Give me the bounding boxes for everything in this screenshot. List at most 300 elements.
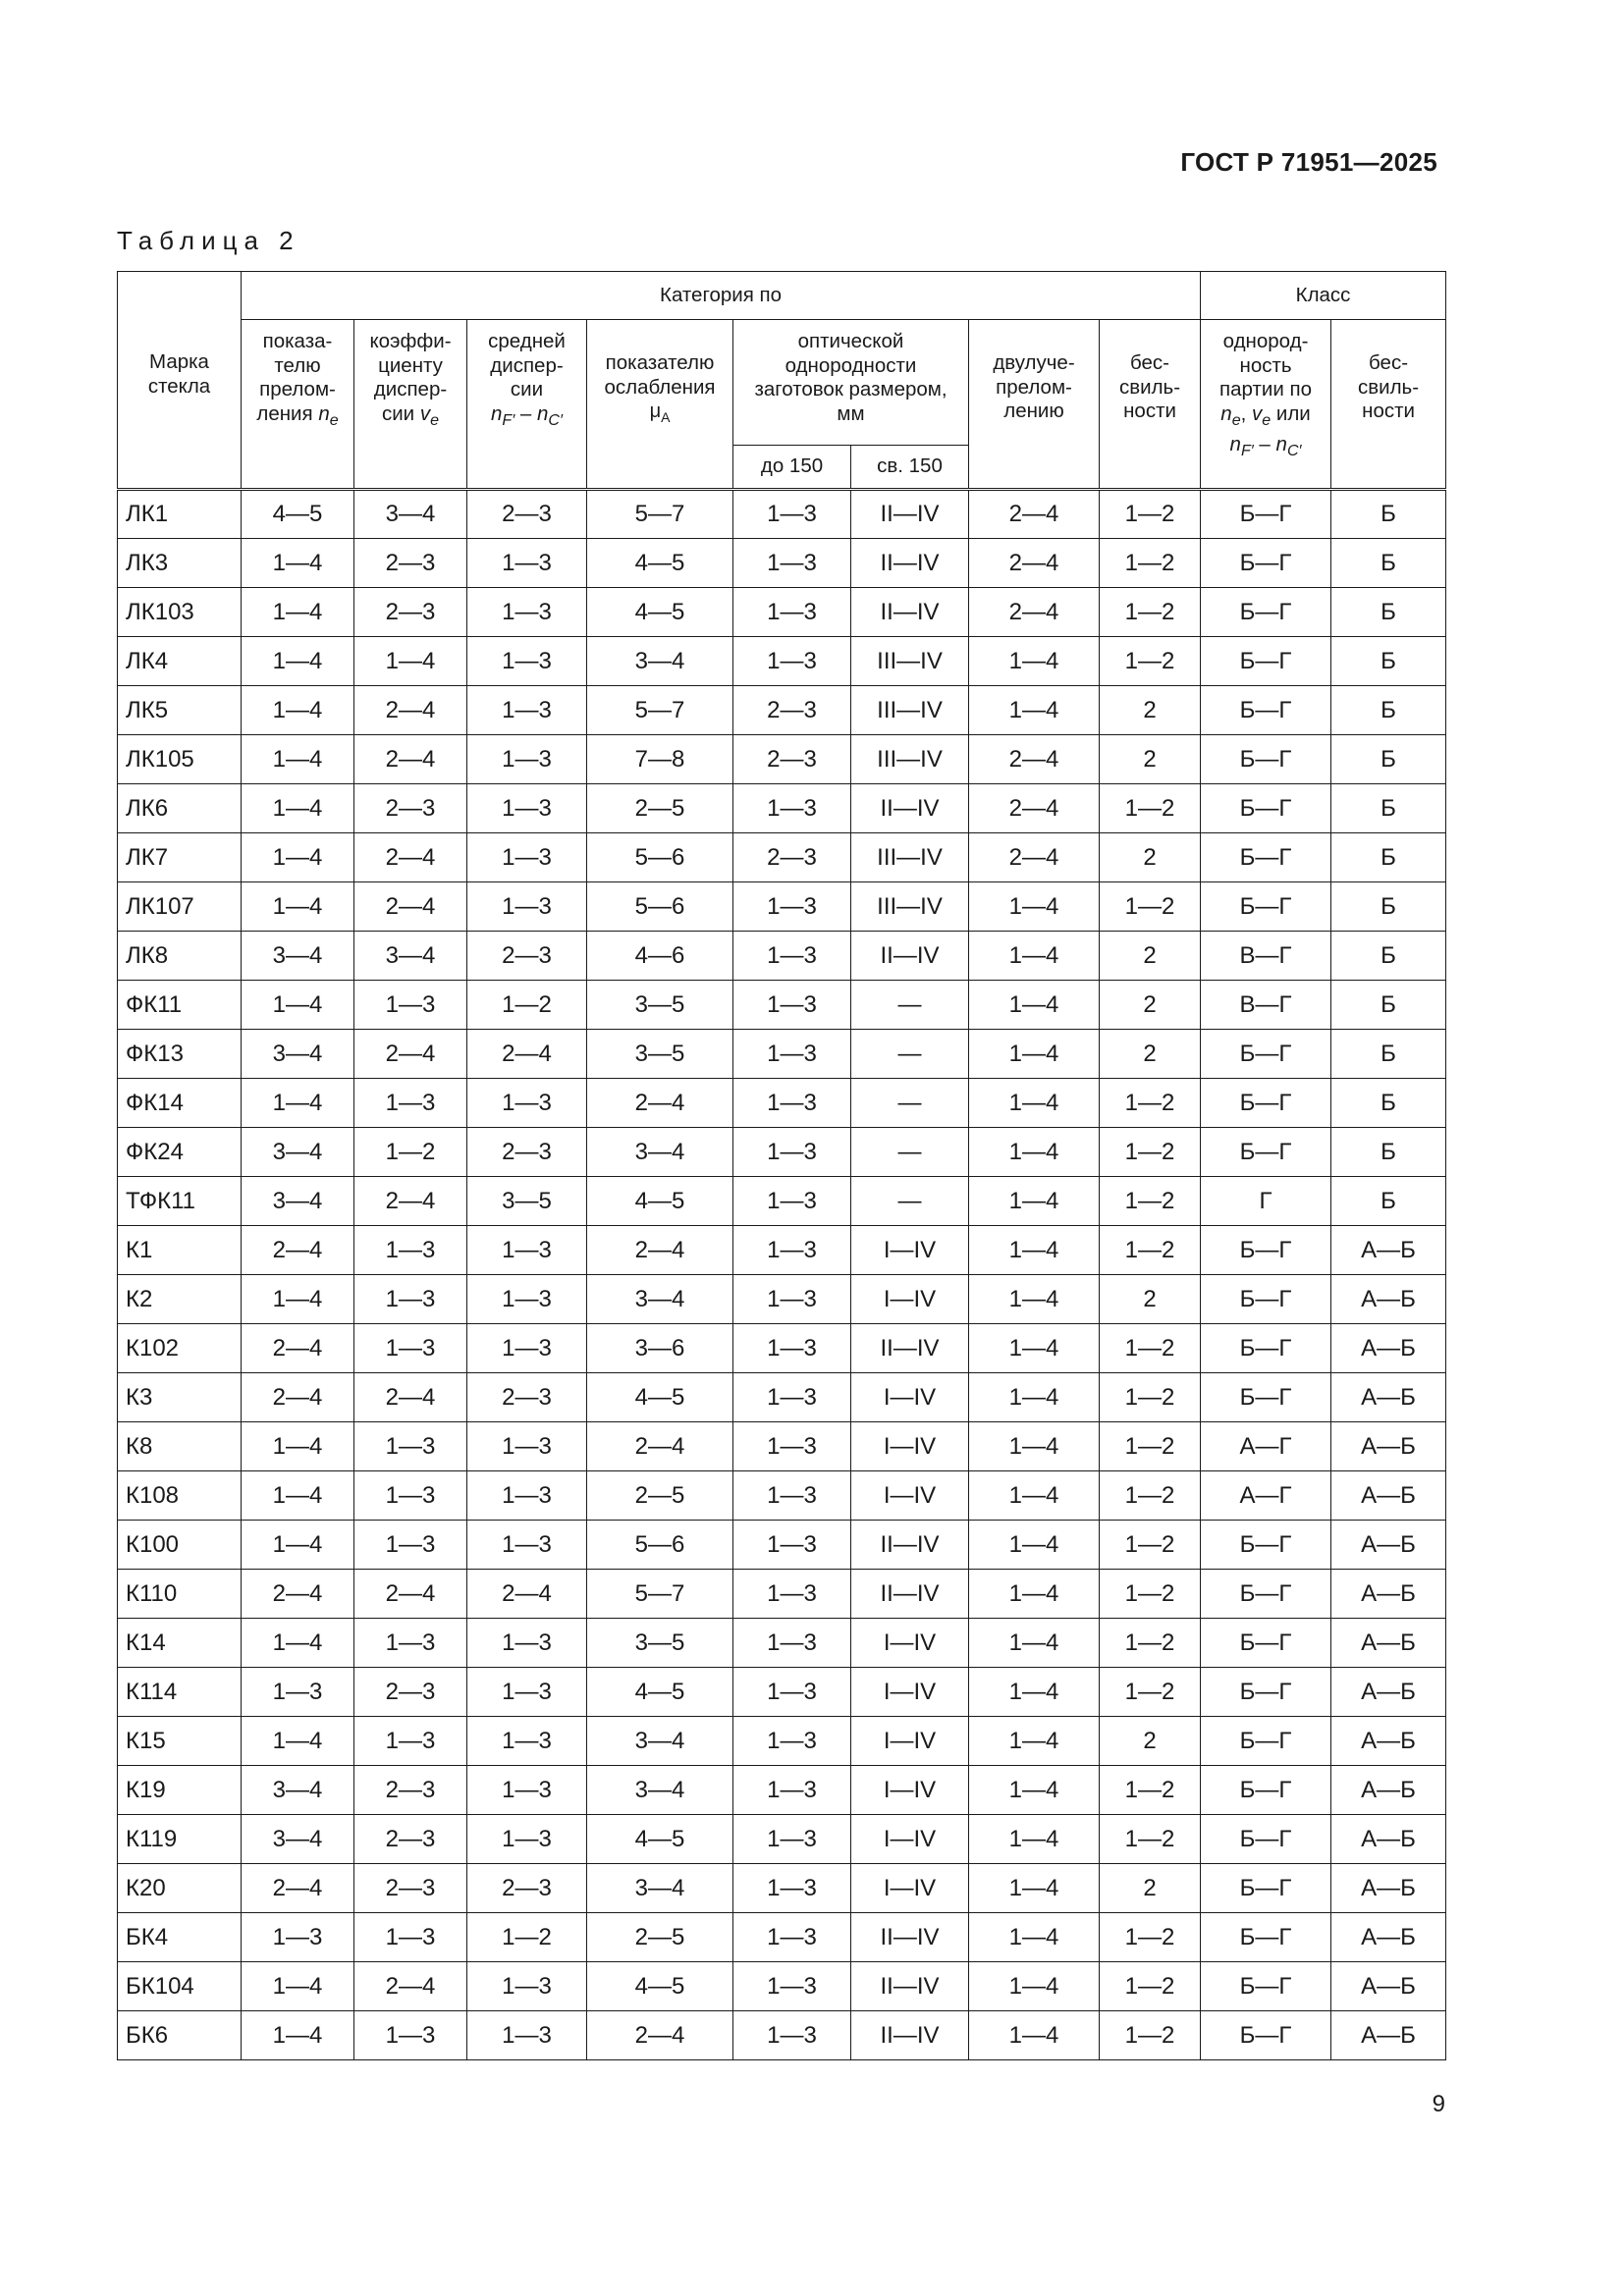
header-batch-homogeneity — [1201, 320, 1331, 490]
table-cell: 1—4 — [354, 637, 467, 686]
table-cell: I—IV — [851, 1815, 969, 1864]
table-cell: 1—2 — [467, 981, 587, 1030]
table-cell: 1—3 — [354, 1079, 467, 1128]
glass-mark-cell: К102 — [118, 1324, 242, 1373]
header-text: свиль- — [1358, 375, 1420, 399]
table-cell: 1—2 — [1100, 490, 1201, 539]
glass-mark-cell: ЛК8 — [118, 932, 242, 981]
table-cell: II—IV — [851, 1962, 969, 2011]
table-row — [118, 1030, 1446, 1079]
table-cell: 2 — [1100, 1864, 1201, 1913]
table-cell: II—IV — [851, 932, 969, 981]
table-cell: 1—3 — [467, 1815, 587, 1864]
table-cell: 2—4 — [587, 1079, 733, 1128]
table-cell: 1—4 — [969, 1275, 1100, 1324]
table-cell: II—IV — [851, 490, 969, 539]
table-cell: 1—4 — [969, 1422, 1100, 1471]
table-cell: 1—2 — [1100, 1521, 1201, 1570]
table-cell: 2—4 — [587, 1226, 733, 1275]
glass-mark-cell: ЛК105 — [118, 735, 242, 784]
table-row — [118, 735, 1446, 784]
table-cell: 1—3 — [733, 981, 851, 1030]
table-cell: Б — [1331, 1128, 1446, 1177]
table-cell: 2—3 — [354, 784, 467, 833]
table-cell: 2 — [1100, 686, 1201, 735]
header-text: показа- — [262, 330, 333, 352]
table-cell: 2—4 — [242, 1226, 354, 1275]
table-cell: 1—4 — [969, 1521, 1100, 1570]
table-cell: 1—2 — [1100, 1570, 1201, 1619]
header-text: , — [1240, 401, 1247, 425]
table-cell: 1—3 — [733, 1128, 851, 1177]
table-cell: А—Б — [1331, 1570, 1446, 1619]
table-cell: 1—3 — [467, 1275, 587, 1324]
header-symbol: n — [318, 401, 330, 425]
table-cell: 5—6 — [587, 1521, 733, 1570]
table-cell: А—Г — [1201, 1471, 1331, 1521]
table-row — [118, 1668, 1446, 1717]
table-cell: Б—Г — [1201, 1668, 1331, 1717]
table-cell: А—Г — [1201, 1422, 1331, 1471]
table-cell: 1—2 — [1100, 1226, 1201, 1275]
table-cell: 1—3 — [733, 2011, 851, 2060]
table-cell: I—IV — [851, 1717, 969, 1766]
table-cell: 7—8 — [587, 735, 733, 784]
table-cell: I—IV — [851, 1471, 969, 1521]
table-cell: 1—2 — [1100, 882, 1201, 932]
table-row — [118, 1521, 1446, 1570]
table-cell: Б—Г — [1201, 637, 1331, 686]
table-cell: 2 — [1100, 1275, 1201, 1324]
table-cell: 2—3 — [354, 1668, 467, 1717]
table-cell: 1—4 — [969, 932, 1100, 981]
table-cell: III—IV — [851, 735, 969, 784]
header-text: мм — [837, 401, 865, 425]
table-cell: Б—Г — [1201, 1373, 1331, 1422]
table-cell: 1—4 — [242, 1422, 354, 1471]
table-cell: Б—Г — [1201, 1864, 1331, 1913]
table-cell: 1—3 — [733, 1815, 851, 1864]
glass-mark-cell: ФК14 — [118, 1079, 242, 1128]
table-cell: 1—4 — [969, 1766, 1100, 1815]
table-cell: 1—3 — [733, 1766, 851, 1815]
table-cell: 3—4 — [587, 637, 733, 686]
table-cell: 1—3 — [242, 1668, 354, 1717]
glass-mark-cell: К100 — [118, 1521, 242, 1570]
table-cell: 1—3 — [467, 588, 587, 637]
table-cell: I—IV — [851, 1668, 969, 1717]
glass-mark-cell: БК104 — [118, 1962, 242, 2011]
table-cell: 1—3 — [733, 784, 851, 833]
header-text: – — [1253, 433, 1276, 455]
table-cell: 2—4 — [242, 1570, 354, 1619]
table-row — [118, 539, 1446, 588]
header-text: прелом- — [996, 375, 1072, 399]
table-cell: III—IV — [851, 882, 969, 932]
table-cell: — — [851, 1128, 969, 1177]
table-cell: 1—3 — [733, 1570, 851, 1619]
table-cell: 3—5 — [587, 1030, 733, 1079]
table-cell: 2—4 — [354, 1373, 467, 1422]
table-cell: I—IV — [851, 1766, 969, 1815]
table-cell: В—Г — [1201, 981, 1331, 1030]
header-symbol: μ — [649, 400, 662, 422]
table-cell: А—Б — [1331, 1373, 1446, 1422]
table-row — [118, 1128, 1446, 1177]
table-cell: Б — [1331, 539, 1446, 588]
table-cell: — — [851, 1177, 969, 1226]
table-row — [118, 1913, 1446, 1962]
table-row — [118, 1177, 1446, 1226]
table-caption: Таблица 2 — [117, 226, 300, 255]
header-symbol: n — [537, 401, 549, 425]
table-cell: Б—Г — [1201, 1128, 1331, 1177]
table-cell: 2—3 — [354, 588, 467, 637]
table-row — [118, 1471, 1446, 1521]
table-cell: 3—4 — [242, 932, 354, 981]
table-cell: II—IV — [851, 2011, 969, 2060]
table-cell: 3—5 — [587, 981, 733, 1030]
table-cell: 1—2 — [467, 1913, 587, 1962]
header-subscript: e — [1231, 411, 1241, 429]
table-cell: III—IV — [851, 686, 969, 735]
table-cell: III—IV — [851, 637, 969, 686]
glass-mark-cell: К2 — [118, 1275, 242, 1324]
table-cell: 5—6 — [587, 833, 733, 882]
table-cell: II—IV — [851, 1570, 969, 1619]
header-class-group: Класс — [1201, 272, 1446, 320]
table-cell: 1—2 — [1100, 1668, 1201, 1717]
table-cell: 1—3 — [733, 1079, 851, 1128]
table-row — [118, 2011, 1446, 2060]
table-cell: 1—2 — [1100, 637, 1201, 686]
table-header — [118, 272, 1446, 490]
glass-mark-cell: ЛК107 — [118, 882, 242, 932]
table-cell: 5—7 — [587, 686, 733, 735]
table-cell: I—IV — [851, 1864, 969, 1913]
table-cell: Б — [1331, 1177, 1446, 1226]
table-cell: 2—3 — [467, 1373, 587, 1422]
header-attenuation — [587, 320, 733, 490]
table-cell: Б—Г — [1201, 833, 1331, 882]
table-cell: А—Б — [1331, 2011, 1446, 2060]
glass-mark-cell: К110 — [118, 1570, 242, 1619]
table-cell: 1—2 — [1100, 1913, 1201, 1962]
table-cell: I—IV — [851, 1619, 969, 1668]
table-cell: А—Б — [1331, 1275, 1446, 1324]
header-bubble-free — [1100, 320, 1201, 490]
table-cell: II—IV — [851, 784, 969, 833]
table-cell: 2—4 — [354, 882, 467, 932]
table-cell: Б—Г — [1201, 1226, 1331, 1275]
table-cell: 2—3 — [733, 686, 851, 735]
table-cell: 1—3 — [354, 1521, 467, 1570]
table-cell: 2—5 — [587, 1471, 733, 1521]
table-cell: 1—4 — [969, 1570, 1100, 1619]
glass-category-table — [117, 271, 1446, 2060]
header-text: бес- — [1369, 351, 1409, 374]
table-cell: Б—Г — [1201, 1079, 1331, 1128]
header-text: оптической — [797, 330, 904, 352]
table-cell: 1—4 — [969, 1619, 1100, 1668]
table-cell: II—IV — [851, 539, 969, 588]
table-cell: Б — [1331, 981, 1446, 1030]
table-cell: 1—3 — [467, 1668, 587, 1717]
table-cell: А—Б — [1331, 1226, 1446, 1275]
table-cell: 2—3 — [467, 932, 587, 981]
table-cell: 1—2 — [1100, 539, 1201, 588]
table-cell: 2—4 — [354, 833, 467, 882]
table-cell: 2 — [1100, 735, 1201, 784]
header-text: – — [514, 401, 537, 425]
glass-mark-cell: ФК13 — [118, 1030, 242, 1079]
table-body — [118, 490, 1446, 2060]
table-cell: Б—Г — [1201, 1275, 1331, 1324]
glass-mark-cell: К119 — [118, 1815, 242, 1864]
table-cell: 1—3 — [733, 1324, 851, 1373]
table-cell: 1—3 — [733, 1962, 851, 2011]
table-cell: Б—Г — [1201, 1815, 1331, 1864]
table-cell: 1—3 — [733, 1226, 851, 1275]
table-cell: 3—4 — [242, 1177, 354, 1226]
table-cell: 2—3 — [467, 1864, 587, 1913]
table-cell: А—Б — [1331, 1668, 1446, 1717]
header-text: ослабления — [604, 375, 716, 399]
table-row — [118, 1373, 1446, 1422]
table-cell: 1—4 — [242, 637, 354, 686]
table-cell: Б — [1331, 833, 1446, 882]
table-cell: 2—4 — [969, 833, 1100, 882]
table-cell: 1—4 — [242, 882, 354, 932]
table-cell: 1—2 — [1100, 1962, 1201, 2011]
table-cell: 3—4 — [354, 490, 467, 539]
table-cell: 2—4 — [242, 1324, 354, 1373]
table-cell: 1—3 — [467, 1766, 587, 1815]
table-cell: 1—4 — [242, 686, 354, 735]
table-cell: Б—Г — [1201, 1570, 1331, 1619]
table-cell: 1—3 — [242, 1913, 354, 1962]
table-cell: 1—4 — [969, 2011, 1100, 2060]
header-text: средней — [488, 330, 566, 352]
table-cell: Б — [1331, 1079, 1446, 1128]
table-cell: 3—4 — [242, 1030, 354, 1079]
table-cell: 1—4 — [969, 1324, 1100, 1373]
table-cell: Б — [1331, 932, 1446, 981]
glass-mark-cell: К114 — [118, 1668, 242, 1717]
table-cell: 3—4 — [354, 932, 467, 981]
table-row — [118, 1079, 1446, 1128]
table-cell: 4—5 — [242, 490, 354, 539]
table-cell: 1—3 — [733, 539, 851, 588]
table-cell: 2 — [1100, 932, 1201, 981]
glass-mark-cell: ЛК103 — [118, 588, 242, 637]
table-cell: 1—4 — [969, 1128, 1100, 1177]
table-cell: 1—3 — [733, 1913, 851, 1962]
table-cell: 1—4 — [242, 2011, 354, 2060]
header-text: коэффи- — [369, 330, 452, 352]
header-text: сии — [510, 378, 544, 400]
table-cell: I—IV — [851, 1275, 969, 1324]
table-cell: Б—Г — [1201, 588, 1331, 637]
table-cell: II—IV — [851, 1324, 969, 1373]
table-cell: 1—3 — [467, 1079, 587, 1128]
glass-mark-cell: К1 — [118, 1226, 242, 1275]
glass-mark-cell: ЛК3 — [118, 539, 242, 588]
glass-mark-cell: К14 — [118, 1619, 242, 1668]
table-cell: 1—3 — [354, 1422, 467, 1471]
table-cell: 1—3 — [467, 1324, 587, 1373]
header-text: циенту — [378, 353, 443, 377]
glass-mark-cell: ЛК1 — [118, 490, 242, 539]
table-cell: 1—4 — [242, 588, 354, 637]
table-cell: 1—2 — [1100, 1177, 1201, 1226]
table-cell: 1—2 — [1100, 1128, 1201, 1177]
table-cell: А—Б — [1331, 1521, 1446, 1570]
table-cell: А—Б — [1331, 1962, 1446, 2011]
header-optical-up-to-150: до 150 — [733, 446, 851, 490]
table-row — [118, 784, 1446, 833]
header-text: ности — [1123, 400, 1176, 422]
table-cell: 1—2 — [1100, 2011, 1201, 2060]
table-cell: 1—4 — [242, 981, 354, 1030]
table-cell: 1—4 — [969, 1079, 1100, 1128]
table-cell: 1—3 — [354, 1226, 467, 1275]
header-optical-over-150: св. 150 — [851, 446, 969, 490]
table-row — [118, 981, 1446, 1030]
table-cell: А—Б — [1331, 1815, 1446, 1864]
table-cell: 2—4 — [467, 1030, 587, 1079]
table-cell: Б — [1331, 588, 1446, 637]
table-cell: 2—4 — [969, 539, 1100, 588]
table-cell: 1—3 — [467, 1619, 587, 1668]
table-cell: 2—3 — [354, 1766, 467, 1815]
table-cell: 2—3 — [467, 1128, 587, 1177]
table-cell: 1—4 — [242, 1079, 354, 1128]
table-cell: I—IV — [851, 1422, 969, 1471]
table-cell: 1—4 — [242, 1619, 354, 1668]
table-cell: 1—2 — [1100, 1815, 1201, 1864]
table-cell: 1—4 — [242, 1521, 354, 1570]
table-cell: 5—7 — [587, 1570, 733, 1619]
table-cell: А—Б — [1331, 1766, 1446, 1815]
table-cell: 3—4 — [242, 1128, 354, 1177]
table-cell: 1—2 — [354, 1128, 467, 1177]
header-mean-dispersion — [467, 320, 587, 490]
table-cell: 1—3 — [467, 1422, 587, 1471]
table-cell: 1—4 — [969, 1815, 1100, 1864]
table-row — [118, 686, 1446, 735]
table-row — [118, 1275, 1446, 1324]
table-cell: 2—3 — [354, 1864, 467, 1913]
table-row — [118, 1619, 1446, 1668]
table-cell: II—IV — [851, 1521, 969, 1570]
table-cell: 1—4 — [969, 686, 1100, 735]
table-row — [118, 882, 1446, 932]
table-cell: Б — [1331, 735, 1446, 784]
header-subscript: A — [661, 409, 671, 425]
table-cell: 3—4 — [242, 1766, 354, 1815]
table-cell: А—Б — [1331, 1324, 1446, 1373]
table-cell: 1—4 — [969, 1226, 1100, 1275]
table-cell: 1—3 — [733, 1275, 851, 1324]
table-cell: Б—Г — [1201, 735, 1331, 784]
table-cell: 1—3 — [467, 539, 587, 588]
table-cell: 1—3 — [354, 1717, 467, 1766]
table-cell: 1—3 — [733, 1177, 851, 1226]
table-cell: Б—Г — [1201, 882, 1331, 932]
table-cell: В—Г — [1201, 932, 1331, 981]
table-cell: А—Б — [1331, 1422, 1446, 1471]
header-optical-homogeneity — [733, 320, 969, 446]
table-cell: 5—6 — [587, 882, 733, 932]
table-cell: 1—4 — [969, 637, 1100, 686]
table-row — [118, 1864, 1446, 1913]
table-cell: 1—3 — [467, 833, 587, 882]
table-cell: 1—3 — [733, 1668, 851, 1717]
table-cell: 3—4 — [242, 1815, 354, 1864]
table-cell: 2—4 — [242, 1864, 354, 1913]
table-cell: 1—4 — [969, 1668, 1100, 1717]
table-cell: Б — [1331, 686, 1446, 735]
header-class-bubble-free — [1331, 320, 1446, 490]
table-cell: 2—4 — [969, 784, 1100, 833]
header-text: диспер- — [373, 378, 448, 400]
header-text: диспер- — [490, 353, 564, 377]
table-cell: 2—4 — [242, 1373, 354, 1422]
table-cell: 1—3 — [733, 1030, 851, 1079]
table-cell: 2—3 — [733, 833, 851, 882]
table-cell: 1—3 — [467, 686, 587, 735]
table-cell: 1—3 — [354, 1471, 467, 1521]
table-cell: А—Б — [1331, 1864, 1446, 1913]
header-subscript: F′ — [502, 411, 515, 429]
table-cell: — — [851, 1030, 969, 1079]
table-cell: 2 — [1100, 981, 1201, 1030]
table-cell: 1—2 — [1100, 1373, 1201, 1422]
table-row — [118, 637, 1446, 686]
header-text: однородности — [785, 353, 917, 377]
table-cell: Б—Г — [1201, 1030, 1331, 1079]
table-cell: 2—5 — [587, 1913, 733, 1962]
table-row — [118, 1226, 1446, 1275]
table-cell: 4—5 — [587, 1815, 733, 1864]
header-text: партии по — [1219, 378, 1312, 400]
header-text: стекла — [147, 374, 211, 398]
table-cell: 1—4 — [969, 1962, 1100, 2011]
table-cell: I—IV — [851, 1226, 969, 1275]
header-subscript: e — [1262, 411, 1272, 429]
table-cell: 1—2 — [1100, 1079, 1201, 1128]
glass-mark-cell: ЛК4 — [118, 637, 242, 686]
table-cell: 4—5 — [587, 1373, 733, 1422]
glass-mark-cell: К3 — [118, 1373, 242, 1422]
table-cell: 3—4 — [587, 1864, 733, 1913]
table-cell: 1—3 — [354, 1913, 467, 1962]
header-symbol: n — [1275, 433, 1287, 455]
table-cell: 3—4 — [587, 1128, 733, 1177]
table-cell: Б—Г — [1201, 2011, 1331, 2060]
table-cell: 1—3 — [733, 588, 851, 637]
table-cell: 2—4 — [587, 1422, 733, 1471]
header-text: Марка — [149, 350, 209, 373]
page-number: 9 — [1432, 2091, 1445, 2117]
glass-mark-cell: К15 — [118, 1717, 242, 1766]
table-cell: 4—5 — [587, 1668, 733, 1717]
header-text: свиль- — [1118, 375, 1181, 399]
glass-mark-cell: ТФК11 — [118, 1177, 242, 1226]
table-cell: 2—5 — [587, 784, 733, 833]
header-symbol: n — [491, 401, 503, 425]
